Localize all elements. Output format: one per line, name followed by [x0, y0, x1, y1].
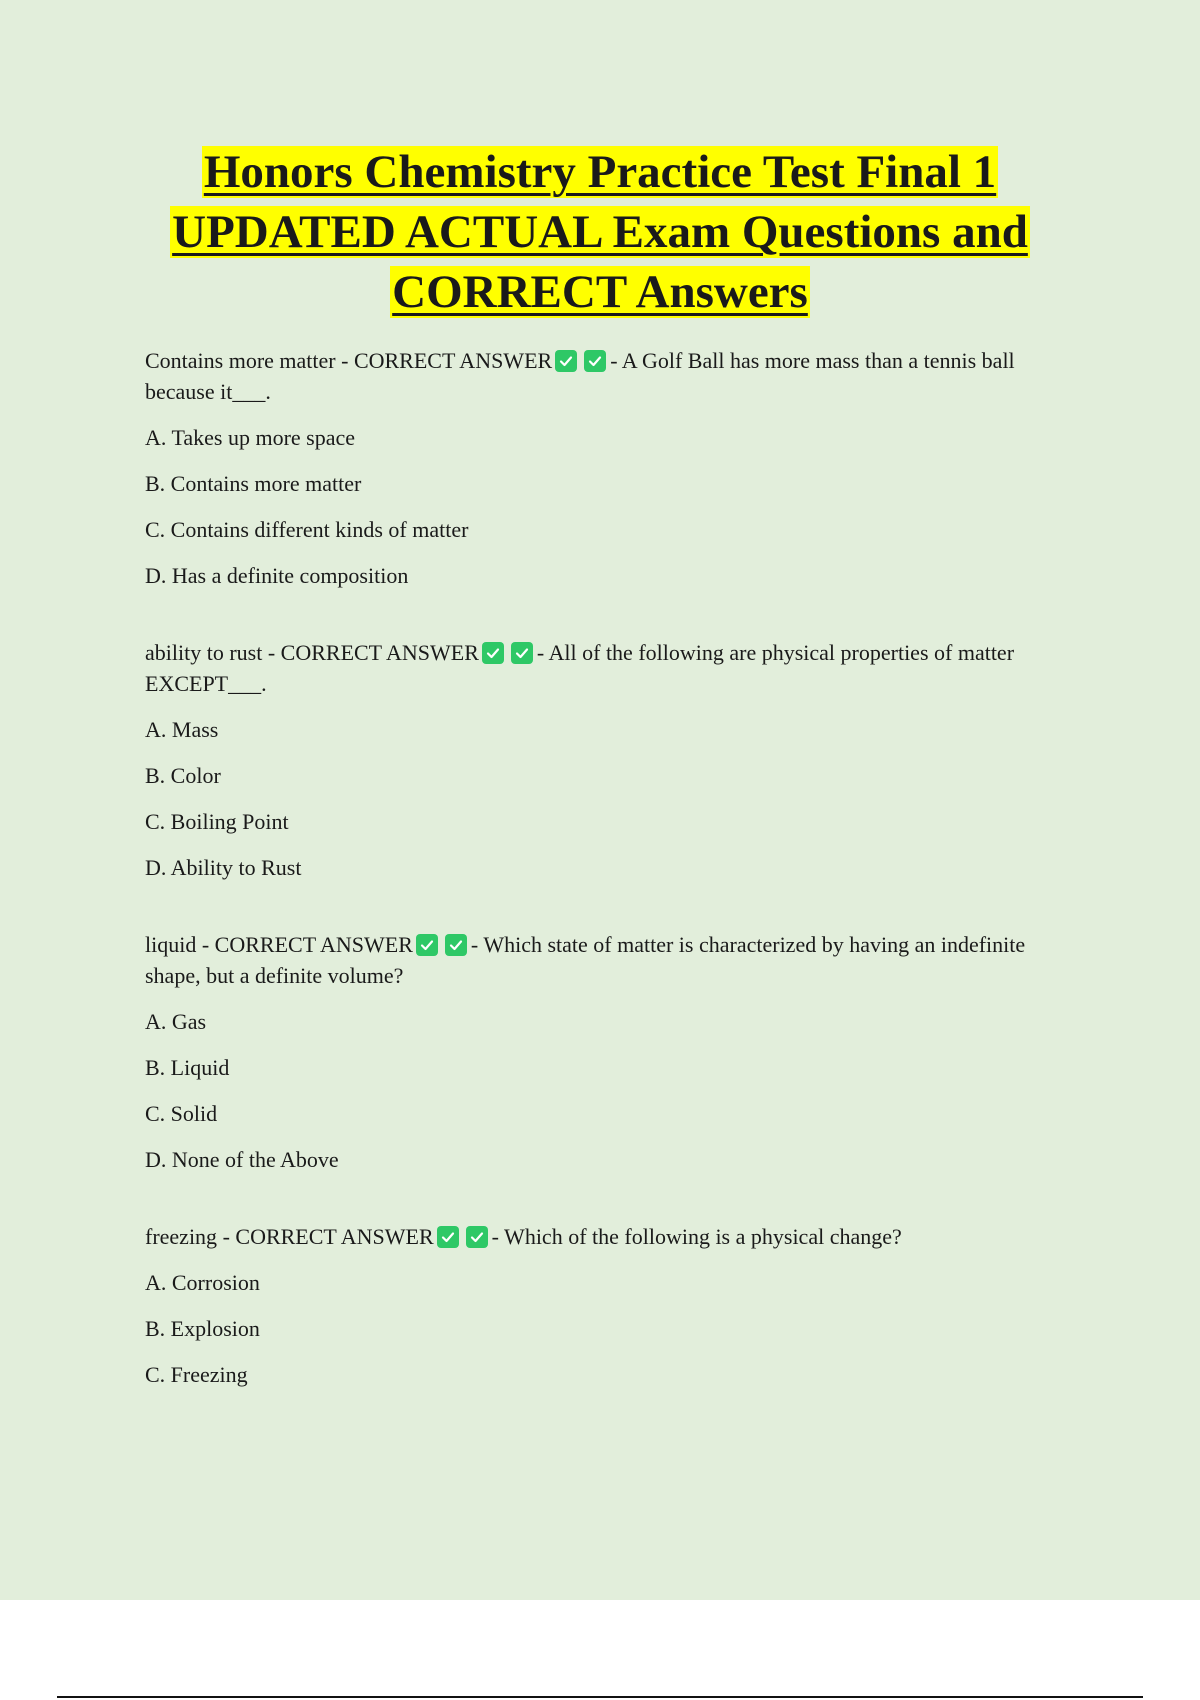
check-box-icon	[584, 350, 606, 372]
answer-option: C. Boiling Point	[145, 809, 289, 834]
check-box-icon	[482, 642, 504, 664]
correct-answer-text: freezing	[145, 1224, 218, 1249]
title-line-2: UPDATED ACTUAL Exam Questions and	[172, 206, 1028, 258]
correct-answer-text: Contains more matter	[145, 348, 336, 373]
answer-option: D. Ability to Rust	[145, 855, 302, 880]
question-text	[145, 929, 1075, 991]
correct-answer-text: ability to rust	[145, 640, 263, 665]
question-prompt: - Which state of matter is characterized by having an indefinite shape, but a definite volume?	[145, 932, 1026, 988]
question-block	[145, 345, 1075, 591]
correct-answer-text: liquid	[145, 932, 197, 957]
answer-option: B. Liquid	[145, 1055, 230, 1080]
answer-option: C. Contains different kinds of matter	[145, 517, 469, 542]
question-block	[145, 929, 1075, 1175]
question-text	[145, 345, 1075, 407]
answer-option: C. Solid	[145, 1101, 218, 1126]
check-box-icon	[416, 934, 438, 956]
question-list	[145, 345, 1075, 1436]
answer-option: A. Corrosion	[145, 1270, 260, 1295]
question-text	[145, 1221, 1075, 1252]
correct-answer-tag: - CORRECT ANSWER	[341, 348, 553, 373]
check-box-icon	[511, 642, 533, 664]
question-block	[145, 637, 1075, 883]
footer-rule	[57, 1696, 1143, 1698]
answer-option: C. Freezing	[145, 1362, 248, 1387]
question-prompt: - Which of the following is a physical change?	[491, 1224, 902, 1249]
answer-option: B. Contains more matter	[145, 471, 362, 496]
answer-option: B. Explosion	[145, 1316, 260, 1341]
correct-answer-tag: - CORRECT ANSWER	[201, 932, 413, 957]
answer-option: D. None of the Above	[145, 1147, 339, 1172]
check-box-icon	[437, 1226, 459, 1248]
answer-option: A. Takes up more space	[145, 425, 356, 450]
question-block	[145, 1221, 1075, 1390]
answer-option: B. Color	[145, 763, 221, 788]
question-text	[145, 637, 1075, 699]
check-box-icon	[445, 934, 467, 956]
answer-option: A. Gas	[145, 1009, 207, 1034]
title-line-3: CORRECT Answers	[392, 266, 808, 318]
answer-option: D. Has a definite composition	[145, 563, 409, 588]
correct-answer-tag: - CORRECT ANSWER	[267, 640, 479, 665]
answer-option: A. Mass	[145, 717, 219, 742]
correct-answer-tag: - CORRECT ANSWER	[222, 1224, 434, 1249]
question-prompt: - A Golf Ball has more mass than a tennis ball because it___.	[145, 348, 1015, 404]
document-title	[0, 142, 1200, 322]
check-box-icon	[555, 350, 577, 372]
title-line-1: Honors Chemistry Practice Test Final 1	[203, 146, 997, 198]
question-prompt: - All of the following are physical properties of matter EXCEPT___.	[145, 640, 1015, 696]
check-box-icon	[466, 1226, 488, 1248]
